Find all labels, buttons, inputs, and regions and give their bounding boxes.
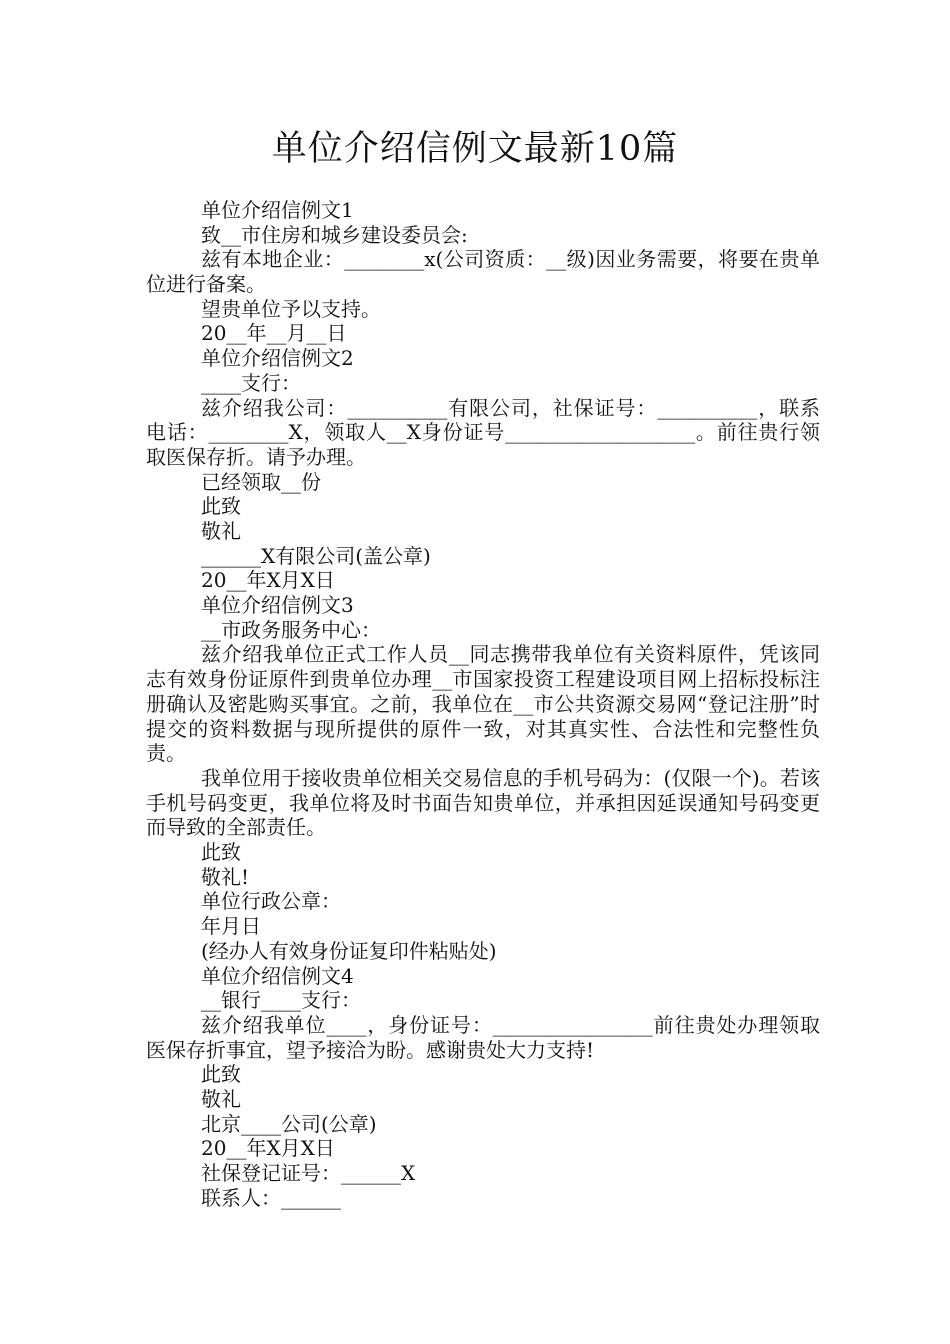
body-line: 社保登记证号：______X: [201, 1161, 416, 1186]
body-paragraph: 兹介绍我公司：__________有限公司，社保证号：__________，联系电话：________X，领取人__X身份证号___________________。前往贵行领取医保存折。请予办理。: [146, 395, 820, 469]
body-line: 敬礼: [201, 519, 241, 544]
body-line: 北京____公司(公章): [201, 1111, 377, 1136]
body-line: 单位行政公章：: [201, 889, 341, 914]
body-line: 敬礼!: [201, 864, 250, 889]
body-line: 联系人：______: [201, 1185, 341, 1210]
body-line: 此致: [201, 494, 241, 519]
document-title: 单位介绍信例文最新10篇: [271, 129, 679, 169]
body-line: 此致: [201, 1062, 241, 1087]
body-paragraph: 兹有本地企业：________x(公司资质：__级)因业务需要，将要在贵单位进行备案。: [146, 247, 820, 297]
body-line: 敬礼: [201, 1086, 241, 1111]
body-line: 单位介绍信例文3: [201, 593, 354, 618]
body-line: 单位介绍信例文4: [201, 963, 354, 988]
body-paragraph: 兹介绍我单位正式工作人员__同志携带我单位有关资料原件，凭该同志有效身份证原件到贵单位办理__市国家投资工程建设项目网上招标投标注册确认及密匙购买事宜。之前，我单位在__市公共资源交易网“登记注册”时提交的资料数据与现所提供的原件一致，对其真实性、合法性和完整性负责。: [146, 642, 820, 766]
body-line: __银行____支行：: [201, 988, 361, 1013]
body-line: __市政务服务中心：: [201, 617, 381, 642]
body-line: 20__年__月__日: [201, 321, 347, 346]
document-body: [146, 198, 820, 1210]
body-line: ____支行：: [201, 370, 301, 395]
body-line: 已经领取__份: [201, 469, 321, 494]
body-line: 年月日: [201, 914, 261, 939]
body-line: (经办人有效身份证复印件粘贴处): [201, 938, 497, 963]
body-line: 20__年X月X日: [201, 568, 335, 593]
body-line: 望贵单位予以支持。: [201, 296, 381, 321]
body-line: 致__市住房和城乡建设委员会:: [201, 222, 468, 247]
body-paragraph: 兹介绍我单位____，身份证号：________________前往贵处办理领取医保存折事宜，望予接洽为盼。感谢贵处大力支持!: [146, 1012, 820, 1062]
body-line: ______X有限公司(盖公章): [201, 543, 431, 568]
body-line: 单位介绍信例文1: [201, 198, 354, 222]
body-line: 20__年X月X日: [201, 1136, 335, 1161]
body-line: 此致: [201, 840, 241, 865]
body-line: 单位介绍信例文2: [201, 346, 354, 371]
body-paragraph: 我单位用于接收贵单位相关交易信息的手机号码为：(仅限一个)。若该手机号码变更，我单位将及时书面告知贵单位，并承担因延误通知号码变更而导致的全部责任。: [146, 765, 820, 840]
